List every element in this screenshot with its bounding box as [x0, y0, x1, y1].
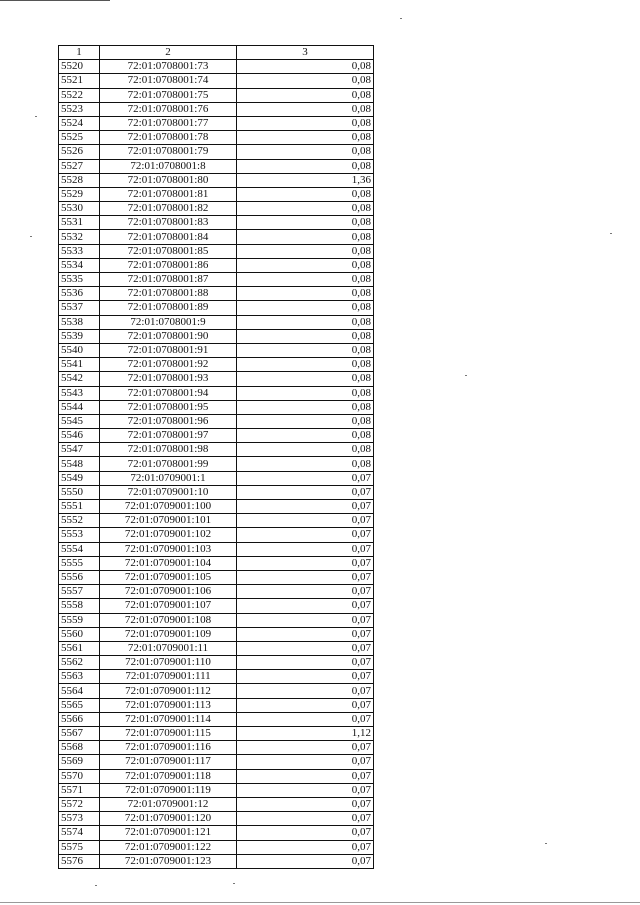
cadastral-number: 72:01:0708001:90	[100, 329, 237, 343]
table-row	[59, 585, 374, 599]
scan-speck	[545, 843, 547, 844]
table-row	[59, 542, 374, 556]
cadastral-number: 72:01:0709001:123	[100, 854, 237, 868]
row-value: 0,08	[237, 216, 374, 230]
row-value: 0,08	[237, 343, 374, 357]
table-row	[59, 230, 374, 244]
scan-edge-line	[0, 0, 110, 1]
table-row	[59, 386, 374, 400]
row-number: 5555	[59, 556, 100, 570]
table-row	[59, 315, 374, 329]
cadastral-number: 72:01:0708001:91	[100, 343, 237, 357]
row-value: 0,07	[237, 783, 374, 797]
row-number: 5527	[59, 159, 100, 173]
row-value: 0,07	[237, 641, 374, 655]
cadastral-number: 72:01:0708001:94	[100, 386, 237, 400]
row-number: 5575	[59, 840, 100, 854]
row-value: 0,07	[237, 471, 374, 485]
cadastral-number: 72:01:0709001:12	[100, 797, 237, 811]
row-number: 5563	[59, 670, 100, 684]
table-body	[59, 60, 374, 869]
parcel-table	[58, 45, 374, 869]
cadastral-number: 72:01:0708001:73	[100, 60, 237, 74]
row-value: 0,07	[237, 670, 374, 684]
row-value: 1,12	[237, 727, 374, 741]
table-row	[59, 712, 374, 726]
table-row	[59, 60, 374, 74]
cadastral-number: 72:01:0708001:89	[100, 301, 237, 315]
table-row	[59, 131, 374, 145]
row-value: 0,08	[237, 287, 374, 301]
row-number: 5524	[59, 116, 100, 130]
table-row	[59, 500, 374, 514]
row-value: 0,07	[237, 556, 374, 570]
row-number: 5574	[59, 826, 100, 840]
row-number: 5568	[59, 741, 100, 755]
row-value: 0,07	[237, 755, 374, 769]
row-number: 5538	[59, 315, 100, 329]
row-value: 0,08	[237, 202, 374, 216]
row-value: 0,07	[237, 826, 374, 840]
row-value: 0,07	[237, 613, 374, 627]
row-number: 5553	[59, 528, 100, 542]
row-number: 5545	[59, 414, 100, 428]
row-number: 5559	[59, 613, 100, 627]
column-header-3: 3	[237, 46, 374, 60]
cadastral-number: 72:01:0708001:78	[100, 131, 237, 145]
row-number: 5565	[59, 698, 100, 712]
table-row	[59, 202, 374, 216]
cadastral-number: 72:01:0708001:88	[100, 287, 237, 301]
table-row	[59, 145, 374, 159]
table-row	[59, 443, 374, 457]
row-number: 5542	[59, 372, 100, 386]
cadastral-number: 72:01:0709001:108	[100, 613, 237, 627]
row-number: 5521	[59, 74, 100, 88]
table-row	[59, 358, 374, 372]
row-value: 0,08	[237, 244, 374, 258]
row-value: 0,08	[237, 400, 374, 414]
row-number: 5525	[59, 131, 100, 145]
row-number: 5534	[59, 258, 100, 272]
row-number: 5529	[59, 187, 100, 201]
row-number: 5551	[59, 500, 100, 514]
table-row	[59, 826, 374, 840]
row-value: 0,07	[237, 769, 374, 783]
cadastral-number: 72:01:0708001:80	[100, 173, 237, 187]
table-row	[59, 613, 374, 627]
row-number: 5573	[59, 812, 100, 826]
cadastral-number: 72:01:0709001:105	[100, 570, 237, 584]
row-number: 5550	[59, 485, 100, 499]
table-row	[59, 88, 374, 102]
row-value: 0,08	[237, 443, 374, 457]
row-value: 0,08	[237, 74, 374, 88]
table-row	[59, 258, 374, 272]
cadastral-number: 72:01:0708001:97	[100, 429, 237, 443]
row-number: 5531	[59, 216, 100, 230]
table-row	[59, 273, 374, 287]
table-row	[59, 854, 374, 868]
row-number: 5567	[59, 727, 100, 741]
table-row	[59, 528, 374, 542]
row-number: 5571	[59, 783, 100, 797]
cadastral-number: 72:01:0708001:86	[100, 258, 237, 272]
row-value: 0,07	[237, 514, 374, 528]
cadastral-number: 72:01:0709001:101	[100, 514, 237, 528]
cadastral-number: 72:01:0709001:10	[100, 485, 237, 499]
table-row	[59, 641, 374, 655]
row-number: 5540	[59, 343, 100, 357]
cadastral-number: 72:01:0709001:11	[100, 641, 237, 655]
row-value: 0,08	[237, 414, 374, 428]
cadastral-number: 72:01:0708001:82	[100, 202, 237, 216]
row-value: 0,07	[237, 656, 374, 670]
cadastral-number: 72:01:0708001:84	[100, 230, 237, 244]
row-value: 0,07	[237, 528, 374, 542]
row-number: 5560	[59, 627, 100, 641]
row-value: 0,08	[237, 187, 374, 201]
scan-edge-line	[0, 902, 640, 903]
row-value: 0,07	[237, 627, 374, 641]
row-number: 5547	[59, 443, 100, 457]
cadastral-number: 72:01:0709001:103	[100, 542, 237, 556]
row-value: 1,36	[237, 173, 374, 187]
table-row	[59, 514, 374, 528]
row-number: 5522	[59, 88, 100, 102]
cadastral-number: 72:01:0708001:9	[100, 315, 237, 329]
row-number: 5556	[59, 570, 100, 584]
cadastral-number: 72:01:0709001:122	[100, 840, 237, 854]
row-number: 5548	[59, 457, 100, 471]
table-row	[59, 741, 374, 755]
cadastral-number: 72:01:0709001:100	[100, 500, 237, 514]
cadastral-number: 72:01:0708001:98	[100, 443, 237, 457]
table-row	[59, 102, 374, 116]
row-value: 0,08	[237, 258, 374, 272]
row-value: 0,07	[237, 542, 374, 556]
row-number: 5561	[59, 641, 100, 655]
cadastral-number: 72:01:0708001:81	[100, 187, 237, 201]
row-value: 0,08	[237, 429, 374, 443]
row-value: 0,07	[237, 570, 374, 584]
row-number: 5539	[59, 329, 100, 343]
cadastral-number: 72:01:0709001:117	[100, 755, 237, 769]
row-number: 5570	[59, 769, 100, 783]
cadastral-number: 72:01:0709001:113	[100, 698, 237, 712]
scan-speck	[233, 883, 235, 884]
table-row	[59, 656, 374, 670]
row-value: 0,08	[237, 102, 374, 116]
row-number: 5541	[59, 358, 100, 372]
row-value: 0,07	[237, 840, 374, 854]
cadastral-number: 72:01:0709001:112	[100, 684, 237, 698]
row-number: 5549	[59, 471, 100, 485]
scan-speck	[30, 236, 32, 237]
row-number: 5536	[59, 287, 100, 301]
table-row	[59, 812, 374, 826]
table-row	[59, 244, 374, 258]
row-value: 0,07	[237, 741, 374, 755]
row-number: 5552	[59, 514, 100, 528]
table-row	[59, 301, 374, 315]
row-number: 5554	[59, 542, 100, 556]
cadastral-number: 72:01:0709001:115	[100, 727, 237, 741]
cadastral-number: 72:01:0708001:77	[100, 116, 237, 130]
row-number: 5520	[59, 60, 100, 74]
cadastral-number: 72:01:0708001:76	[100, 102, 237, 116]
cadastral-number: 72:01:0709001:104	[100, 556, 237, 570]
scan-speck	[95, 885, 97, 886]
row-number: 5535	[59, 273, 100, 287]
row-number: 5528	[59, 173, 100, 187]
cadastral-number: 72:01:0709001:114	[100, 712, 237, 726]
row-number: 5569	[59, 755, 100, 769]
cadastral-number: 72:01:0708001:96	[100, 414, 237, 428]
row-number: 5526	[59, 145, 100, 159]
row-value: 0,08	[237, 301, 374, 315]
row-value: 0,08	[237, 358, 374, 372]
cadastral-number: 72:01:0709001:120	[100, 812, 237, 826]
column-header-2: 2	[100, 46, 237, 60]
cadastral-number: 72:01:0709001:109	[100, 627, 237, 641]
table-row	[59, 187, 374, 201]
row-value: 0,07	[237, 500, 374, 514]
row-number: 5546	[59, 429, 100, 443]
table-row	[59, 556, 374, 570]
row-number: 5544	[59, 400, 100, 414]
cadastral-number: 72:01:0708001:8	[100, 159, 237, 173]
cadastral-number: 72:01:0709001:118	[100, 769, 237, 783]
cadastral-number: 72:01:0708001:83	[100, 216, 237, 230]
cadastral-number: 72:01:0708001:75	[100, 88, 237, 102]
row-value: 0,07	[237, 812, 374, 826]
table-row	[59, 755, 374, 769]
table-row	[59, 159, 374, 173]
row-value: 0,07	[237, 797, 374, 811]
table-row	[59, 485, 374, 499]
table-row	[59, 471, 374, 485]
row-value: 0,08	[237, 131, 374, 145]
cadastral-number: 72:01:0708001:99	[100, 457, 237, 471]
cadastral-number: 72:01:0708001:87	[100, 273, 237, 287]
table-row	[59, 599, 374, 613]
table-row	[59, 343, 374, 357]
row-value: 0,08	[237, 329, 374, 343]
table-row	[59, 116, 374, 130]
row-value: 0,07	[237, 698, 374, 712]
cadastral-number: 72:01:0709001:110	[100, 656, 237, 670]
row-value: 0,07	[237, 854, 374, 868]
row-value: 0,08	[237, 273, 374, 287]
row-value: 0,08	[237, 315, 374, 329]
table-row	[59, 570, 374, 584]
scan-speck	[35, 116, 37, 117]
row-value: 0,07	[237, 599, 374, 613]
table-row	[59, 797, 374, 811]
table-row	[59, 769, 374, 783]
table-row	[59, 287, 374, 301]
table-row	[59, 372, 374, 386]
cadastral-number: 72:01:0709001:107	[100, 599, 237, 613]
table-row	[59, 840, 374, 854]
cadastral-number: 72:01:0708001:95	[100, 400, 237, 414]
cadastral-number: 72:01:0708001:85	[100, 244, 237, 258]
row-value: 0,07	[237, 712, 374, 726]
row-value: 0,08	[237, 372, 374, 386]
row-number: 5566	[59, 712, 100, 726]
table-row	[59, 400, 374, 414]
row-value: 0,08	[237, 116, 374, 130]
row-number: 5572	[59, 797, 100, 811]
table-row	[59, 173, 374, 187]
cadastral-number: 72:01:0709001:116	[100, 741, 237, 755]
scan-speck	[400, 18, 402, 19]
cadastral-number: 72:01:0709001:1	[100, 471, 237, 485]
cadastral-number: 72:01:0709001:121	[100, 826, 237, 840]
row-number: 5557	[59, 585, 100, 599]
table-row	[59, 457, 374, 471]
row-number: 5532	[59, 230, 100, 244]
table-row	[59, 727, 374, 741]
row-value: 0,08	[237, 386, 374, 400]
table-row	[59, 670, 374, 684]
cadastral-number: 72:01:0709001:119	[100, 783, 237, 797]
row-value: 0,08	[237, 60, 374, 74]
table-row	[59, 783, 374, 797]
scan-speck	[610, 233, 612, 234]
row-number: 5564	[59, 684, 100, 698]
row-number: 5530	[59, 202, 100, 216]
row-value: 0,07	[237, 485, 374, 499]
cadastral-number: 72:01:0709001:102	[100, 528, 237, 542]
table-row	[59, 74, 374, 88]
cadastral-number: 72:01:0708001:74	[100, 74, 237, 88]
table-row	[59, 429, 374, 443]
row-number: 5523	[59, 102, 100, 116]
cadastral-number: 72:01:0708001:93	[100, 372, 237, 386]
table-row	[59, 627, 374, 641]
row-number: 5562	[59, 656, 100, 670]
row-value: 0,07	[237, 684, 374, 698]
row-value: 0,08	[237, 88, 374, 102]
row-number: 5537	[59, 301, 100, 315]
cadastral-number: 72:01:0708001:92	[100, 358, 237, 372]
cadastral-number: 72:01:0709001:111	[100, 670, 237, 684]
cadastral-number: 72:01:0709001:106	[100, 585, 237, 599]
table-header-row	[59, 46, 374, 60]
scan-speck	[465, 375, 467, 376]
table-row	[59, 216, 374, 230]
row-number: 5533	[59, 244, 100, 258]
column-header-1: 1	[59, 46, 100, 60]
row-value: 0,08	[237, 159, 374, 173]
table-row	[59, 698, 374, 712]
row-value: 0,07	[237, 585, 374, 599]
table-row	[59, 414, 374, 428]
cadastral-number: 72:01:0708001:79	[100, 145, 237, 159]
row-number: 5576	[59, 854, 100, 868]
row-value: 0,08	[237, 457, 374, 471]
table-row	[59, 684, 374, 698]
row-value: 0,08	[237, 145, 374, 159]
row-number: 5558	[59, 599, 100, 613]
row-value: 0,08	[237, 230, 374, 244]
row-number: 5543	[59, 386, 100, 400]
table-row	[59, 329, 374, 343]
